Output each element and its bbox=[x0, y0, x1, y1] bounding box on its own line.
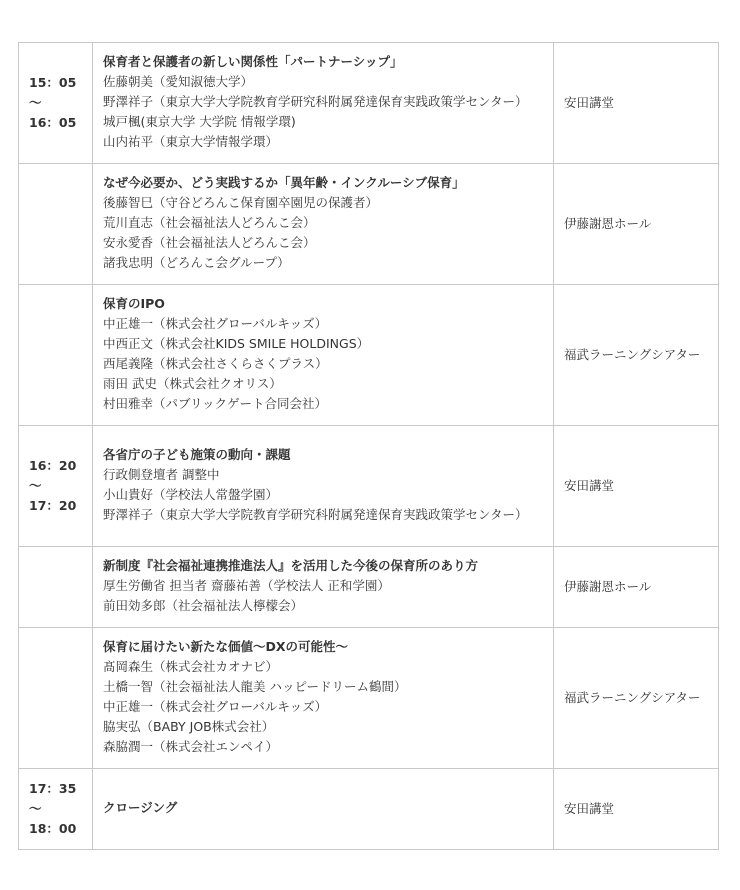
speaker-name: 荒川直志（社会福祉法人どろんこ会） bbox=[103, 215, 316, 230]
speaker-name: 行政側登壇者 調整中 bbox=[103, 467, 220, 482]
speaker-name: 中西正文（株式会社KIDS SMILE HOLDINGS） bbox=[103, 336, 370, 351]
session-content bbox=[93, 769, 554, 850]
schedule-body bbox=[19, 43, 719, 850]
session-content bbox=[93, 164, 554, 285]
session-title: 保育者と保護者の新しい関係性「パートナーシップ」 bbox=[103, 54, 403, 69]
session-venue: 安田講堂 bbox=[554, 426, 719, 547]
session-title: 保育のIPO bbox=[103, 296, 165, 311]
end-time: 16：05 bbox=[29, 115, 77, 130]
start-time: 17：35 bbox=[29, 781, 77, 796]
schedule-row bbox=[19, 164, 719, 285]
speaker-name: 中正雄一（株式会社グローバルキッズ） bbox=[103, 699, 328, 714]
speaker-name: 小山貴好（学校法人常盤学園） bbox=[103, 487, 279, 502]
speaker-name: 森脇潤一（株式会社エンペイ） bbox=[103, 739, 279, 754]
speaker-name: 野澤祥子（東京大学大学院教育学研究科附属発達保育実践政策学センター） bbox=[103, 94, 528, 109]
schedule-row bbox=[19, 426, 719, 547]
session-time bbox=[19, 43, 93, 164]
session-time bbox=[19, 769, 93, 850]
speaker-name: 脇実弘（BABY JOB株式会社） bbox=[103, 719, 275, 734]
session-time bbox=[19, 164, 93, 285]
speaker-name: 西尾義隆（株式会社さくらさくプラス） bbox=[103, 356, 328, 371]
schedule-row bbox=[19, 628, 719, 769]
schedule-row bbox=[19, 547, 719, 628]
speaker-name: 髙岡森生（株式会社カオナビ） bbox=[103, 659, 279, 674]
session-time bbox=[19, 628, 93, 769]
schedule-row bbox=[19, 285, 719, 426]
time-separator: 〜 bbox=[29, 478, 42, 493]
session-title: 保育に届けたい新たな価値〜DXの可能性〜 bbox=[103, 639, 349, 654]
speaker-name: 山内祐平（東京大学情報学環） bbox=[103, 134, 279, 149]
session-content bbox=[93, 628, 554, 769]
session-content bbox=[93, 285, 554, 426]
session-content bbox=[93, 43, 554, 164]
session-venue: 安田講堂 bbox=[554, 43, 719, 164]
speaker-name: 中正雄一（株式会社グローバルキッズ） bbox=[103, 316, 328, 331]
end-time: 18：00 bbox=[29, 821, 77, 836]
end-time: 17：20 bbox=[29, 498, 77, 513]
speaker-name: 前田効多郎（社会福祉法人檸檬会） bbox=[103, 598, 304, 613]
speaker-name: 土橋一智（社会福祉法人龍美 ハッピードリーム鶴間） bbox=[103, 679, 407, 694]
session-title: クロージング bbox=[103, 800, 178, 815]
time-separator: 〜 bbox=[29, 95, 42, 110]
start-time: 16：20 bbox=[29, 458, 77, 473]
speaker-name: 城戸楓(東京大学 大学院 情報学環) bbox=[103, 114, 296, 129]
time-separator: 〜 bbox=[29, 801, 42, 816]
schedule-table bbox=[18, 42, 719, 850]
speaker-name: 安永愛香（社会福祉法人どろんこ会） bbox=[103, 235, 316, 250]
schedule-row bbox=[19, 43, 719, 164]
speaker-name: 厚生労働省 担当者 齋藤祐善（学校法人 正和学園） bbox=[103, 578, 390, 593]
session-venue: 福武ラーニングシアター bbox=[554, 285, 719, 426]
session-content bbox=[93, 547, 554, 628]
schedule-row bbox=[19, 769, 719, 850]
session-time bbox=[19, 285, 93, 426]
speaker-name: 佐藤朝美（愛知淑徳大学） bbox=[103, 74, 254, 89]
speaker-name: 諸我忠明（どろんこ会グループ） bbox=[103, 255, 290, 270]
session-content bbox=[93, 426, 554, 547]
speaker-name: 後藤智巳（守谷どろんこ保育園卒園児の保護者） bbox=[103, 195, 379, 210]
session-venue: 伊藤謝恩ホール bbox=[554, 547, 719, 628]
speaker-name: 雨田 武史（株式会社クオリス） bbox=[103, 376, 282, 391]
session-venue: 安田講堂 bbox=[554, 769, 719, 850]
session-venue: 福武ラーニングシアター bbox=[554, 628, 719, 769]
session-time bbox=[19, 547, 93, 628]
session-title: 新制度『社会福祉連携推進法人』を活用した今後の保育所のあり方 bbox=[103, 558, 479, 573]
session-title: なぜ今必要か、どう実践するか「異年齢・インクルーシブ保育」 bbox=[103, 175, 465, 190]
session-time bbox=[19, 426, 93, 547]
session-title: 各省庁の子ども施策の動向・課題 bbox=[103, 447, 291, 462]
start-time: 15：05 bbox=[29, 75, 77, 90]
speaker-name: 村田雅幸（パブリックゲート合同会社） bbox=[103, 396, 328, 411]
speaker-name: 野澤祥子（東京大学大学院教育学研究科附属発達保育実践政策学センター） bbox=[103, 507, 528, 522]
session-venue: 伊藤謝恩ホール bbox=[554, 164, 719, 285]
